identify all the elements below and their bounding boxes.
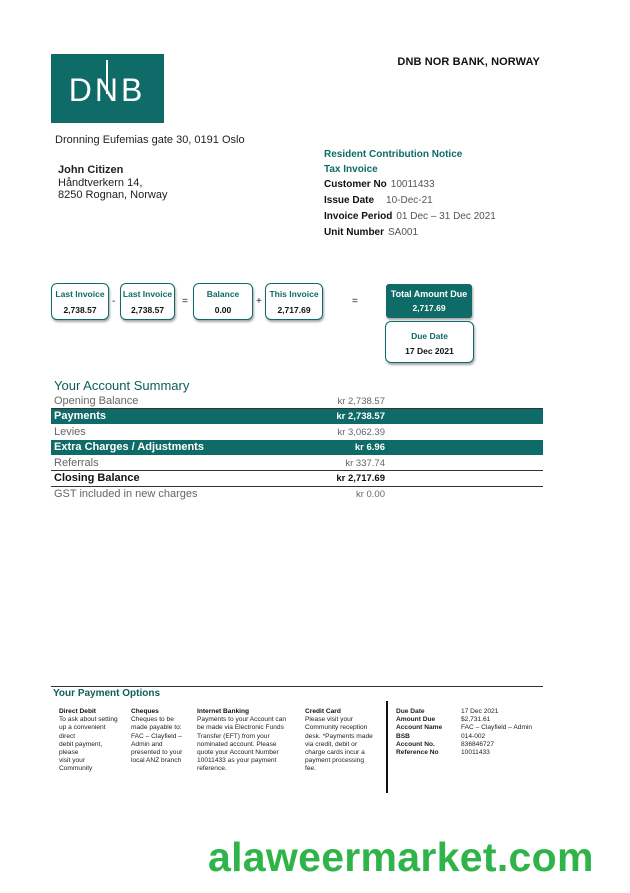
minus-operator: - bbox=[112, 296, 116, 307]
notice-label: Issue Date bbox=[324, 195, 375, 206]
summary-row-payments bbox=[51, 409, 543, 424]
equals-operator-2: = bbox=[352, 296, 358, 307]
payment-text: Please visit your bbox=[305, 716, 354, 724]
this-invoice-box bbox=[265, 283, 323, 320]
customer-line2: 8250 Rognan, Norway bbox=[58, 189, 168, 201]
notice-label: Customer No bbox=[324, 179, 387, 190]
payment-text: please bbox=[59, 749, 79, 757]
notice-value: 10011433 bbox=[390, 179, 435, 190]
detail-label: Account Name bbox=[396, 724, 443, 732]
summary-row-extra-charges bbox=[51, 440, 543, 455]
payment-text: Admin and bbox=[131, 740, 163, 748]
customer-name: John Citizen bbox=[58, 164, 124, 176]
payment-details-labels bbox=[396, 708, 442, 757]
watermark-text: alaweermarket.com bbox=[208, 834, 594, 880]
detail-label: Reference No bbox=[396, 749, 439, 757]
detail-value: 836846727 bbox=[461, 740, 495, 748]
payment-text: charge cards incur a bbox=[305, 749, 365, 757]
box-value: 2,738.57 bbox=[63, 305, 97, 315]
summary-label: GST included in new charges bbox=[54, 488, 198, 500]
invoice-notice bbox=[324, 149, 496, 243]
payment-text: be made via Electronic Funds bbox=[197, 724, 284, 732]
payment-text: FAC – Clayfield – bbox=[131, 732, 182, 740]
detail-value: $2,731.61 bbox=[461, 716, 491, 724]
payment-text: reference. bbox=[197, 765, 227, 773]
total-amount-due-box bbox=[386, 284, 472, 318]
customer-line1: Håndtverkern 14, bbox=[58, 176, 143, 189]
tax-invoice-label: Tax Invoice bbox=[324, 164, 378, 175]
detail-value: 10011433 bbox=[461, 749, 490, 757]
bank-name: DNB NOR BANK, NORWAY bbox=[397, 56, 540, 68]
summary-value: kr 2,738.57 bbox=[336, 411, 385, 422]
due-date-value: 17 Dec 2021 bbox=[405, 346, 454, 356]
payment-text: payment processing bbox=[305, 757, 365, 765]
summary-label: Payments bbox=[54, 410, 106, 422]
due-date-box bbox=[385, 321, 474, 363]
summary-row-referrals bbox=[51, 456, 543, 471]
notice-value: 01 Dec – 31 Dec 2021 bbox=[396, 211, 496, 222]
detail-label: BSB bbox=[396, 732, 410, 740]
summary-row-closing bbox=[51, 471, 543, 486]
box-label: Last Invoice bbox=[55, 289, 105, 299]
box-value: 2,717.69 bbox=[277, 305, 311, 315]
payment-text: Payments to your Account can bbox=[197, 716, 287, 724]
notice-row bbox=[324, 227, 496, 239]
box-label: Balance bbox=[206, 289, 240, 299]
credit-card-column bbox=[305, 708, 383, 774]
summary-value: kr 3,062.39 bbox=[337, 427, 385, 438]
notice-value: SA001 bbox=[388, 227, 419, 238]
total-due-label: Total Amount Due bbox=[390, 289, 468, 299]
due-date-label: Due Date bbox=[411, 331, 448, 341]
payment-text: visit your bbox=[59, 757, 86, 765]
payment-details-values bbox=[461, 708, 532, 757]
payment-text: debit payment, bbox=[59, 740, 103, 748]
payment-text: Community reception bbox=[305, 724, 368, 732]
box-label: Last Invoice bbox=[122, 289, 173, 299]
payment-divider bbox=[386, 701, 388, 793]
payment-text: up a convenient bbox=[59, 724, 106, 732]
direct-debit-column bbox=[59, 708, 127, 774]
payment-text: Cheques to be bbox=[131, 716, 174, 724]
payment-text: local ANZ branch bbox=[131, 757, 182, 765]
summary-label: Referrals bbox=[54, 457, 99, 469]
credit-card-heading: Credit Card bbox=[305, 708, 341, 715]
summary-row-gst bbox=[51, 487, 543, 502]
payment-text: 10011433 as your payment bbox=[197, 757, 277, 765]
bank-address: Dronning Eufemias gate 30, 0191 Oslo bbox=[55, 134, 245, 146]
payment-text: direct bbox=[59, 732, 76, 740]
summary-value: kr 2,738.57 bbox=[337, 396, 385, 407]
payment-text: nominated account. Please bbox=[197, 740, 277, 748]
payment-text: quote your Account Number bbox=[197, 749, 279, 757]
payment-text: Community bbox=[59, 765, 93, 773]
summary-label: Extra Charges / Adjustments bbox=[54, 441, 204, 453]
internet-banking-heading: Internet Banking bbox=[197, 708, 250, 715]
logo-text: DNB bbox=[68, 72, 146, 108]
detail-label: Account No. bbox=[396, 740, 435, 748]
notice-heading: Resident Contribution Notice bbox=[324, 149, 463, 160]
detail-value: 17 Dec 2021 bbox=[461, 708, 499, 715]
notice-label: Unit Number bbox=[324, 227, 384, 238]
plus-operator: + bbox=[256, 296, 262, 307]
payment-text: via credit, debit or bbox=[305, 740, 358, 748]
detail-label: Due Date bbox=[396, 708, 425, 715]
internet-banking-column bbox=[197, 708, 297, 774]
direct-debit-heading: Direct Debit bbox=[59, 708, 97, 715]
summary-label: Levies bbox=[54, 426, 86, 438]
summary-value: kr 6.96 bbox=[354, 442, 385, 453]
payment-text: Transfer (EFT) from your bbox=[197, 732, 270, 740]
payment-options-title: Your Payment Options bbox=[53, 688, 161, 699]
summary-label: Opening Balance bbox=[54, 395, 139, 407]
summary-value: kr 2,717.69 bbox=[336, 473, 385, 484]
detail-value: FAC – Clayfield – Admin bbox=[461, 724, 533, 732]
detail-value: 014-002 bbox=[461, 732, 486, 740]
box-value: 0.00 bbox=[214, 305, 232, 315]
bank-logo bbox=[51, 54, 164, 123]
notice-value: 10-Dec-21 bbox=[386, 195, 433, 206]
balance-box bbox=[193, 283, 253, 320]
customer-address bbox=[58, 164, 167, 202]
account-summary-title: Your Account Summary bbox=[54, 378, 190, 393]
equals-operator: = bbox=[182, 296, 188, 307]
payment-text: made payable to: bbox=[131, 724, 182, 732]
summary-label: Closing Balance bbox=[54, 472, 140, 484]
payment-text: To ask about setting bbox=[59, 716, 118, 724]
payment-text: fee. bbox=[305, 765, 316, 773]
cheques-heading: Cheques bbox=[131, 708, 159, 715]
box-value: 2,738.57 bbox=[130, 305, 165, 315]
summary-value: kr 337.74 bbox=[345, 458, 385, 469]
payment-text: presented to your bbox=[131, 749, 183, 757]
last-invoice-box bbox=[51, 283, 109, 320]
notice-label: Invoice Period bbox=[324, 211, 393, 222]
cheques-column bbox=[131, 708, 193, 765]
box-label: This Invoice bbox=[269, 289, 319, 299]
notice-row bbox=[324, 179, 496, 191]
summary-value: kr 0.00 bbox=[355, 489, 385, 500]
payment-top-rule bbox=[51, 686, 543, 687]
last-invoice-box-2 bbox=[120, 283, 175, 320]
summary-row-levies bbox=[51, 425, 543, 440]
notice-row bbox=[324, 195, 496, 207]
detail-label: Amount Due bbox=[396, 716, 436, 724]
total-due-value: 2,717.69 bbox=[412, 303, 446, 313]
summary-row-opening bbox=[51, 394, 543, 409]
payment-text: desk. *Payments made bbox=[305, 732, 373, 740]
notice-row bbox=[324, 211, 496, 223]
